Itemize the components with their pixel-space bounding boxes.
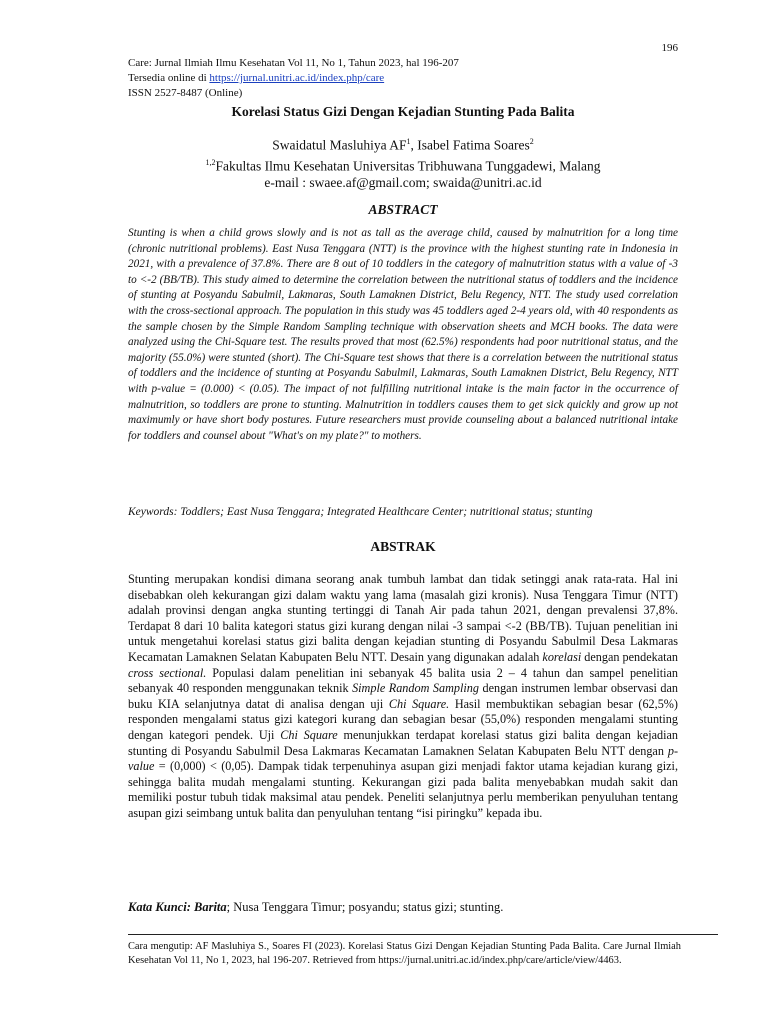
abstract-keywords: Keywords: Toddlers; East Nusa Tenggara; Integrated Healthcare Center; nutritional status; stunting	[128, 506, 593, 518]
abstrak-seg-4: dengan instrumen lembar observasi dan buku KIA selanjutnya datat di analisa dengan uji	[128, 681, 678, 711]
abstrak-seg-1: Stunting merupakan kondisi dimana seorang anak tumbuh lambat dan tidak setinggi anak rata-rata. Hal ini disebabkan oleh kekurangan gizi dalam waktu yang lama (masalah gizi kronis). Nusa Tenggara Timur (NTT) adalah provinsi dengan angka stunting tertinggi di Tanah Air pada tahun 2021, dengan prevalensi 37,8%. Terdapat 8 dari 10 balita kategori status gizi kurang dengan nilai -3 sampai <-2 (BB/TB). Tujuan penelitian ini untuk mengetahui korelasi status gizi balita dengan kejadian stunting di Posyandu Sabulmil Desa Lakmaras Kecamatan Lamaknen Selatan Kabupaten Belu NTT. Desain yang digunakan adalah	[128, 572, 678, 664]
abstrak-seg-3: Populasi dalam penelitian ini sebanyak 45 balita usia 2 – 4 tahun dan sampel penelitian sebanyak 40 responden menggunakan teknik	[128, 665, 678, 696]
author-names	[128, 133, 678, 154]
affiliation	[128, 154, 678, 175]
kata-kunci-first: Barita	[190, 900, 227, 914]
abstrak-seg-6: menunjukkan terdapat korelasi status gizi balita dengan kejadian stunting di Posyandu Sabulmil Desa Lakmaras Kecamatan Lamaknen Selatan Kabupaten Belu NTT dengan	[128, 727, 678, 758]
abstract-text: Stunting is when a child grows slowly and is not as tall as the average child, caused by malnutrition for a long time (chronic nutritional problems). East Nusa Tenggara (NTT) is the province with the highest stunting rate in Indonesia in 2021, with a prevalence of 37.8%. There are 8 out of 10 toddlers in the category of malnutrition status with a value of -3 to <-2 (BB/TB). This study aimed to determine the correlation between the nutritional status of toddlers and the incidence of stunting at Posyandu Sabulmil, Lakmaras, South Lamaknen District, Belu Regency, NTT. The study used correlation with the cross-sectional approach. The population in this study was 45 toddlers aged 2-4 years old, with 40 respondents as the sample chosen by the Simple Random Sampling technique with observation sheets and MCH books. The data were analyzed using the Chi-Square test. The results proved that most (62.5%) respondents had poor nutritional status, and the majority (55.0%) were stunted (short). The Chi-Square test shows that there is a correlation between the nutritional status of toddlers and the incidence of stunting at Posyandu Sabulmil, Lakmaras, South Lamaknen District, Belu Regency, NTT with p-value = (0.000) < (0.05). The impact of not fulfilling nutritional intake is the main factor in the occurrence of malnutrition, so toddlers are prone to stunting. Malnutrition in toddlers causes them to get sick quickly and grow up not maximumly or have short body postures. Future researchers must provide counseling about a balanced nutritional intake for toddlers and counsel about "What's on my plate?" to mothers.	[128, 227, 678, 442]
affiliation-text: Fakultas Ilmu Kesehatan Universitas Tribhuwana Tunggadewi, Malang	[215, 158, 601, 173]
author-1-sup: 1	[406, 137, 411, 146]
abstrak-heading: ABSTRAK	[370, 539, 436, 554]
author-2-sup: 2	[529, 137, 534, 146]
issn-line: ISSN 2527-8487 (Online)	[128, 87, 243, 99]
abstrak-seg-7: = (0,000) < (0,05). Dampak tidak terpenuhinya asupan gizi menjadi faktor utama kejadian kurang gizi, sehingga balita mudah mengalami stunting. Kekurangan gizi pada balita menyebabkan mudah sakit dan memiliki postur tubuh tidak maksimal atau pendek. Peneliti selanjutnya perlu memberikan penyuluhan tentang asupan gizi seimbang untuk balita dan penyuluhan tentang “isi piringku” kepada ibu.	[128, 759, 678, 820]
online-availability-line	[128, 71, 668, 86]
abstrak-italic-3: Simple Random Sampling	[352, 681, 479, 696]
paper-title: Korelasi Status Gizi Dengan Kejadian Stunting Pada Balita	[231, 104, 575, 119]
author-1: Swaidatul Masluhiya AF	[272, 137, 407, 153]
kata-kunci	[128, 900, 678, 915]
author-emails: e-mail : swaee.af@gmail.com; swaida@unitri.ac.id	[264, 175, 542, 190]
online-prefix: Tersedia online di	[128, 72, 210, 84]
page-number: 196	[661, 42, 678, 54]
kata-kunci-label: Kata Kunci:	[128, 900, 191, 914]
abstrak-italic-5: Chi Square	[280, 727, 338, 742]
journal-header	[128, 56, 668, 101]
kata-kunci-rest: ; Nusa Tenggara Timur; posyandu; status gizi; stunting.	[226, 900, 504, 914]
abstrak-italic-6: p-value	[128, 743, 678, 774]
footer-divider	[128, 934, 718, 935]
abstrak-seg-5: Hasil membuktikan sebagian besar (62,5%) responden mengalami status gizi kategori kurang dan sebagian besar (55,0%) responden mengalami stunting dengan kategori pendek. Uji	[128, 696, 678, 742]
abstrak-italic-4: Chi Square.	[388, 696, 450, 711]
author-block	[128, 133, 678, 191]
abstrak-seg-2: dengan pendekatan	[581, 649, 679, 664]
citation-footer: Cara mengutip: AF Masluhiya S., Soares FI (2023). Korelasi Status Gizi Dengan Kejadian Stunting Pada Balita. Care Jurnal Ilmiah Kesehatan Vol 11, No 1, 2023, hal 196-207. Retrieved from https://jurnal.unitri.ac.id/index.php/care/article/view/4463.	[128, 941, 681, 966]
abstrak-italic-2: cross sectional.	[128, 665, 207, 680]
abstrak-italic-1: korelasi	[542, 649, 582, 664]
author-2: , Isabel Fatima Soares	[410, 137, 530, 153]
abstrak-text	[128, 572, 678, 822]
abstract-heading: ABSTRACT	[368, 202, 438, 217]
affiliation-sup: 1,2	[205, 157, 216, 167]
journal-url-link[interactable]: https://jurnal.unitri.ac.id/index.php/care	[209, 72, 385, 84]
abstrak-paragraph	[128, 572, 678, 822]
journal-citation-line: Care: Jurnal Ilmiah Ilmu Kesehatan Vol 11, No 1, Tahun 2023, hal 196-207	[128, 57, 459, 69]
